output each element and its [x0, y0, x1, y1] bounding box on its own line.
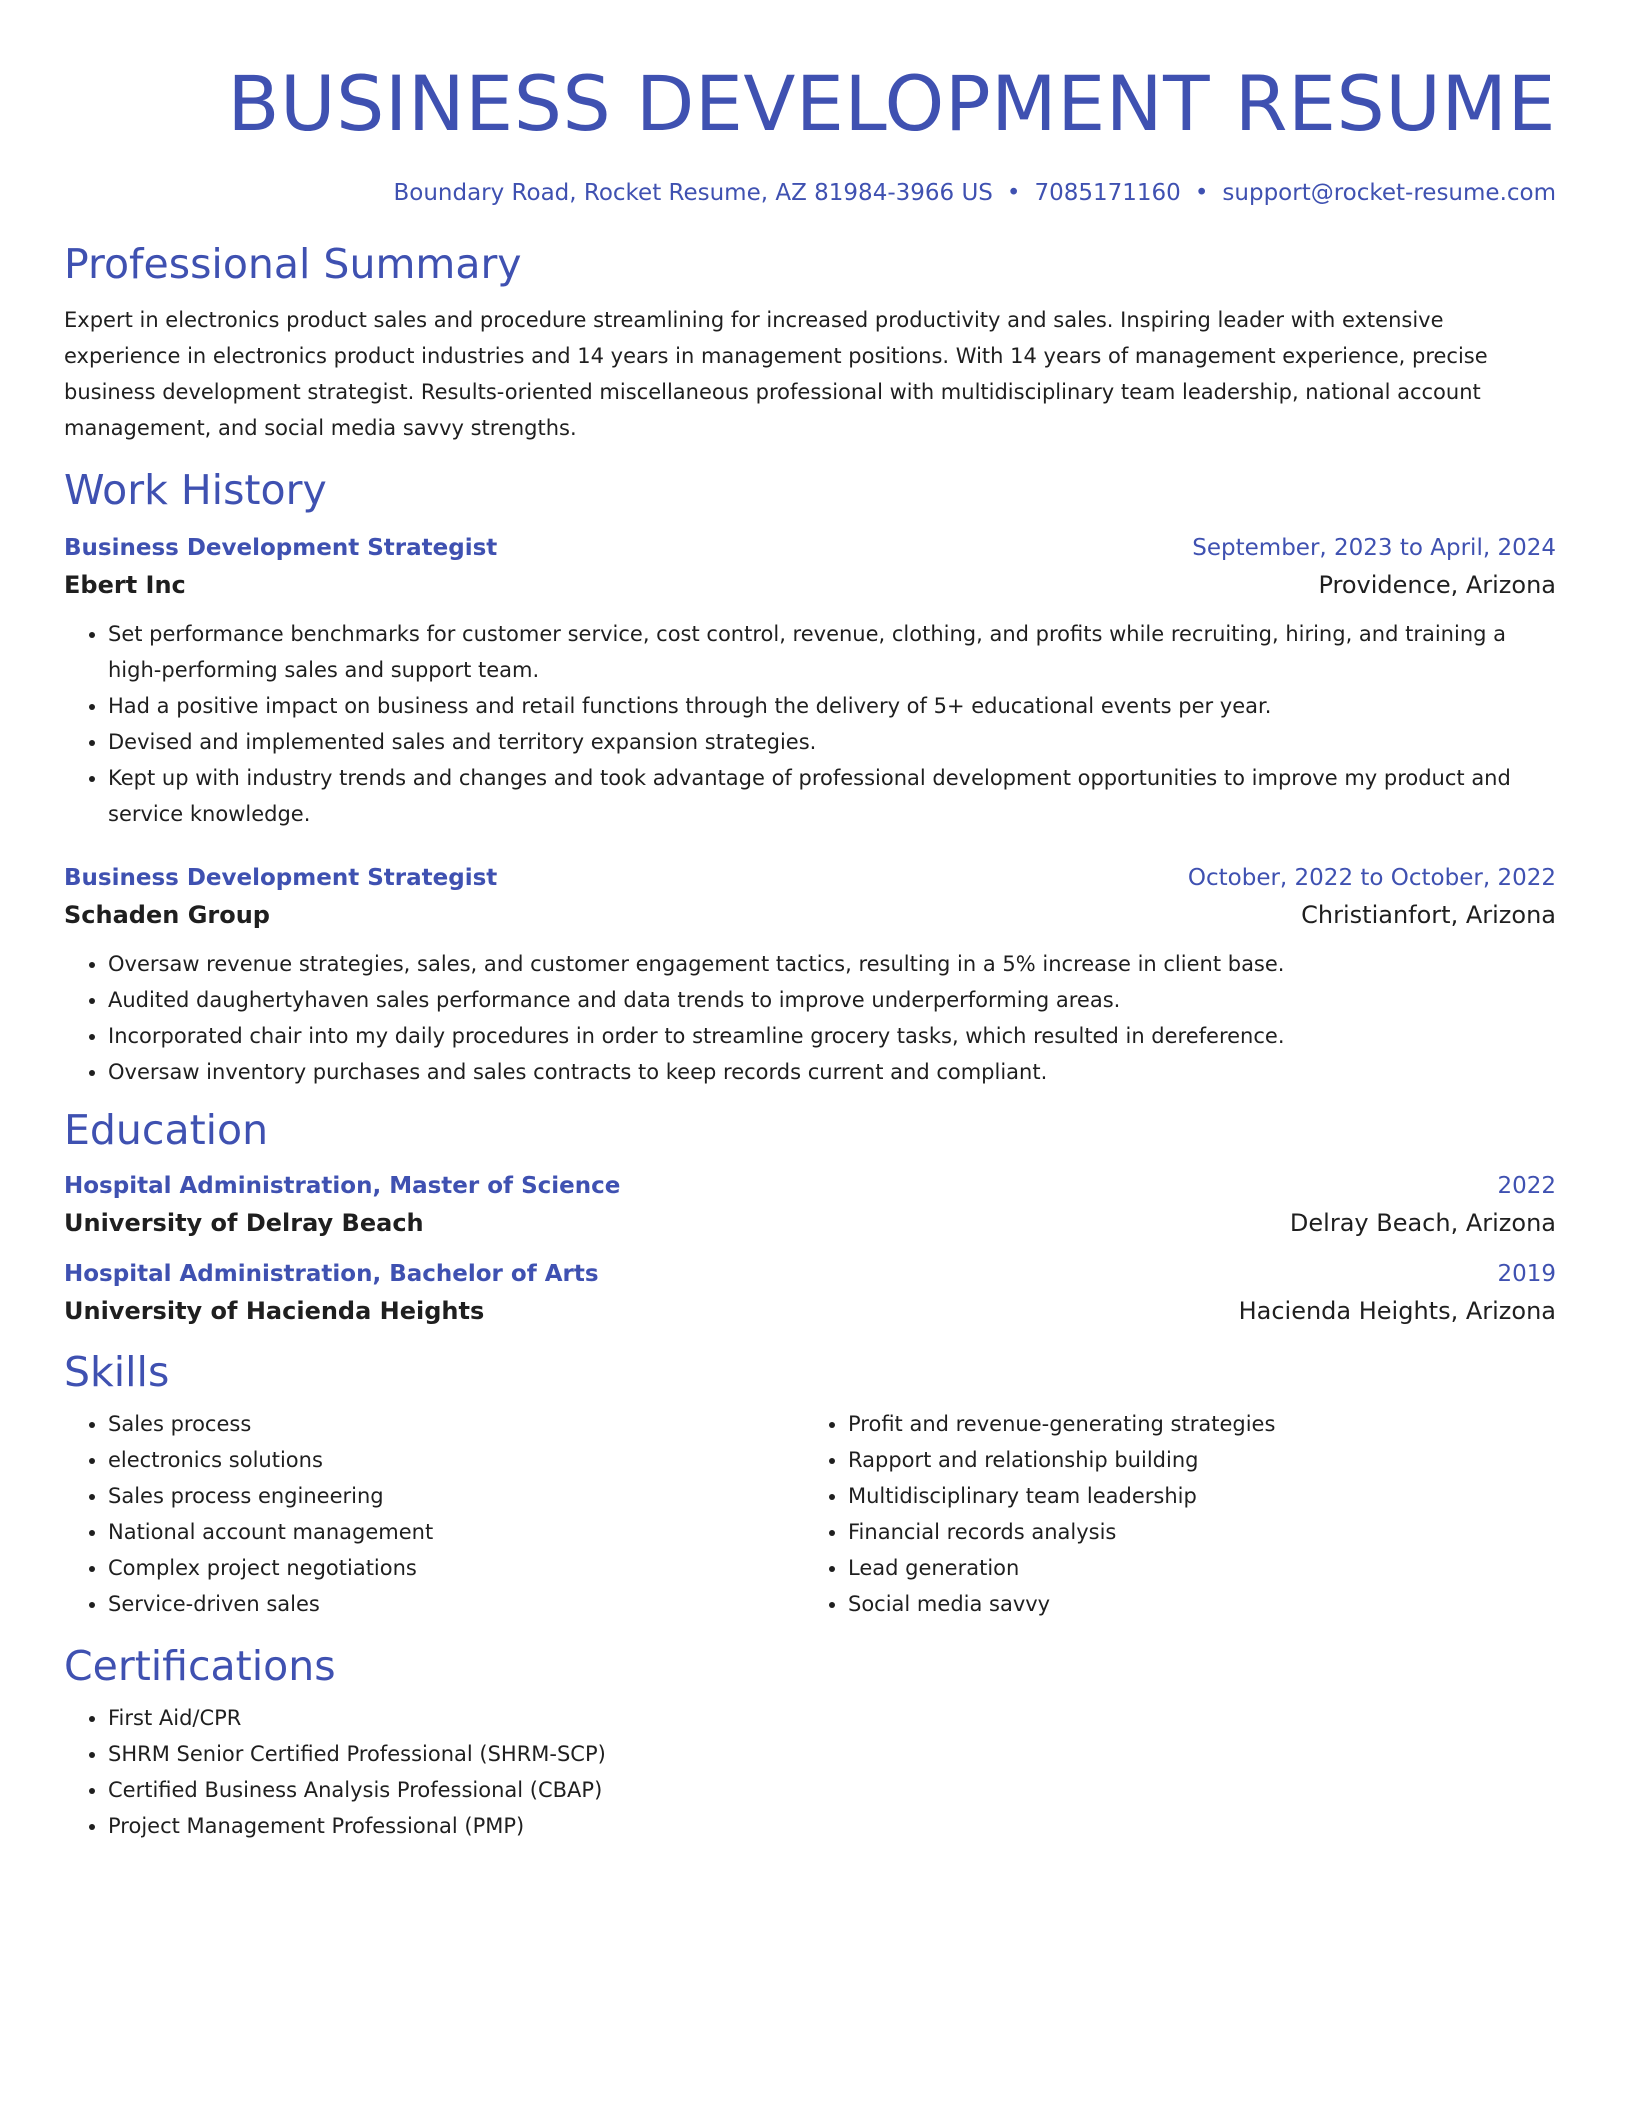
- job-location: Providence, Arizona: [1318, 571, 1556, 599]
- job-company: Ebert Inc: [64, 571, 186, 599]
- certification-item: • Certified Business Analysis Professional (CBAP): [108, 1772, 1556, 1808]
- skill-item: • electronics solutions: [108, 1442, 804, 1478]
- skill-item: • Financial records analysis: [848, 1514, 1544, 1550]
- skill-item: • Complex project negotiations: [108, 1550, 804, 1586]
- section-heading-summary: Professional Summary: [64, 240, 522, 288]
- job-title: Business Development Strategist: [64, 865, 498, 891]
- contact-line: [64, 178, 1556, 208]
- skills-list: [64, 1406, 804, 1622]
- resume-page: [64, 0, 1556, 1844]
- section-heading-certifications: Certifications: [64, 1642, 336, 1690]
- skills-column-right: [804, 1406, 1544, 1622]
- education-entry: [64, 1168, 1556, 1242]
- job-dates: October, 2022 to October, 2022: [1187, 865, 1556, 891]
- education-location: Delray Beach, Arizona: [1289, 1209, 1556, 1237]
- skills-columns: [64, 1406, 1556, 1622]
- job-bullet: • Kept up with industry trends and changes and took advantage of professional development opportunities to improve my product and service knowledge.: [108, 760, 1556, 832]
- education-school: University of Hacienda Heights: [64, 1297, 485, 1325]
- skill-item: • Profit and revenue-generating strategies: [848, 1406, 1544, 1442]
- education-location: Hacienda Heights, Arizona: [1238, 1297, 1556, 1325]
- summary-paragraph: Expert in electronics product sales and procedure streamlining for increased productivity and sales. Inspiring leader with extensive experience in electronics product industries and 14 years in management positions. With 14 years of management experience, precise business development strategist. Results-oriented miscellaneous professional with multidisciplinary team leadership, national account management, and social media savvy strengths.: [64, 308, 1488, 440]
- skill-item: • Lead generation: [848, 1550, 1544, 1586]
- job-bullet-list: [64, 616, 1556, 832]
- education-entry: [64, 1256, 1556, 1330]
- section-heading-work-history: Work History: [64, 466, 327, 514]
- skill-item: • Social media savvy: [848, 1586, 1544, 1622]
- job-bullet-list: [64, 946, 1556, 1090]
- certification-item: • First Aid/CPR: [108, 1700, 1556, 1736]
- skill-item: • Sales process engineering: [108, 1478, 804, 1514]
- job-bullet: • Set performance benchmarks for customer service, cost control, revenue, clothing, and profits while recruiting, hiring, and training a high-performing sales and support team.: [108, 616, 1556, 688]
- education-year: 2019: [1497, 1261, 1556, 1287]
- job-entry: [64, 530, 1556, 832]
- job-bullet: • Oversaw revenue strategies, sales, and customer engagement tactics, resulting in a 5% increase in client base.: [108, 946, 1556, 982]
- job-bullet: • Audited daughertyhaven sales performance and data trends to improve underperforming areas.: [108, 982, 1556, 1018]
- education-school: University of Delray Beach: [64, 1209, 424, 1237]
- section-heading-education: Education: [64, 1106, 269, 1154]
- education-degree: Hospital Administration, Master of Science: [64, 1173, 621, 1199]
- job-company: Schaden Group: [64, 901, 270, 929]
- skill-item: • Rapport and relationship building: [848, 1442, 1544, 1478]
- contact-email[interactable]: support@rocket-resume.com: [1222, 180, 1556, 206]
- contact-separator: •: [1006, 180, 1021, 206]
- job-entry: [64, 860, 1556, 1090]
- certification-item: • SHRM Senior Certified Professional (SHRM-SCP): [108, 1736, 1556, 1772]
- job-location: Christianfort, Arizona: [1301, 901, 1556, 929]
- skill-item: • Sales process: [108, 1406, 804, 1442]
- job-dates: September, 2023 to April, 2024: [1192, 535, 1556, 561]
- contact-phone[interactable]: 7085171160: [1034, 180, 1181, 206]
- certifications-list: [64, 1700, 1556, 1844]
- resume-title: BUSINESS DEVELOPMENT RESUME: [227, 59, 1556, 148]
- contact-separator: •: [1194, 180, 1209, 206]
- skills-list: [804, 1406, 1544, 1622]
- skill-item: • National account management: [108, 1514, 804, 1550]
- skill-item: • Multidisciplinary team leadership: [848, 1478, 1544, 1514]
- skills-column-left: [64, 1406, 804, 1622]
- skill-item: • Service-driven sales: [108, 1586, 804, 1622]
- education-degree: Hospital Administration, Bachelor of Arts: [64, 1261, 599, 1287]
- section-heading-skills: Skills: [64, 1348, 170, 1396]
- job-bullet: • Devised and implemented sales and territory expansion strategies.: [108, 724, 1556, 760]
- education-year: 2022: [1497, 1173, 1556, 1199]
- job-bullet: • Oversaw inventory purchases and sales contracts to keep records current and compliant.: [108, 1054, 1556, 1090]
- certification-item: • Project Management Professional (PMP): [108, 1808, 1556, 1844]
- contact-address: Boundary Road, Rocket Resume, AZ 81984-3966 US: [393, 180, 993, 206]
- job-bullet: • Had a positive impact on business and retail functions through the delivery of 5+ educational events per year.: [108, 688, 1556, 724]
- job-bullet: • Incorporated chair into my daily procedures in order to streamline grocery tasks, which resulted in dereference.: [108, 1018, 1556, 1054]
- job-title: Business Development Strategist: [64, 535, 498, 561]
